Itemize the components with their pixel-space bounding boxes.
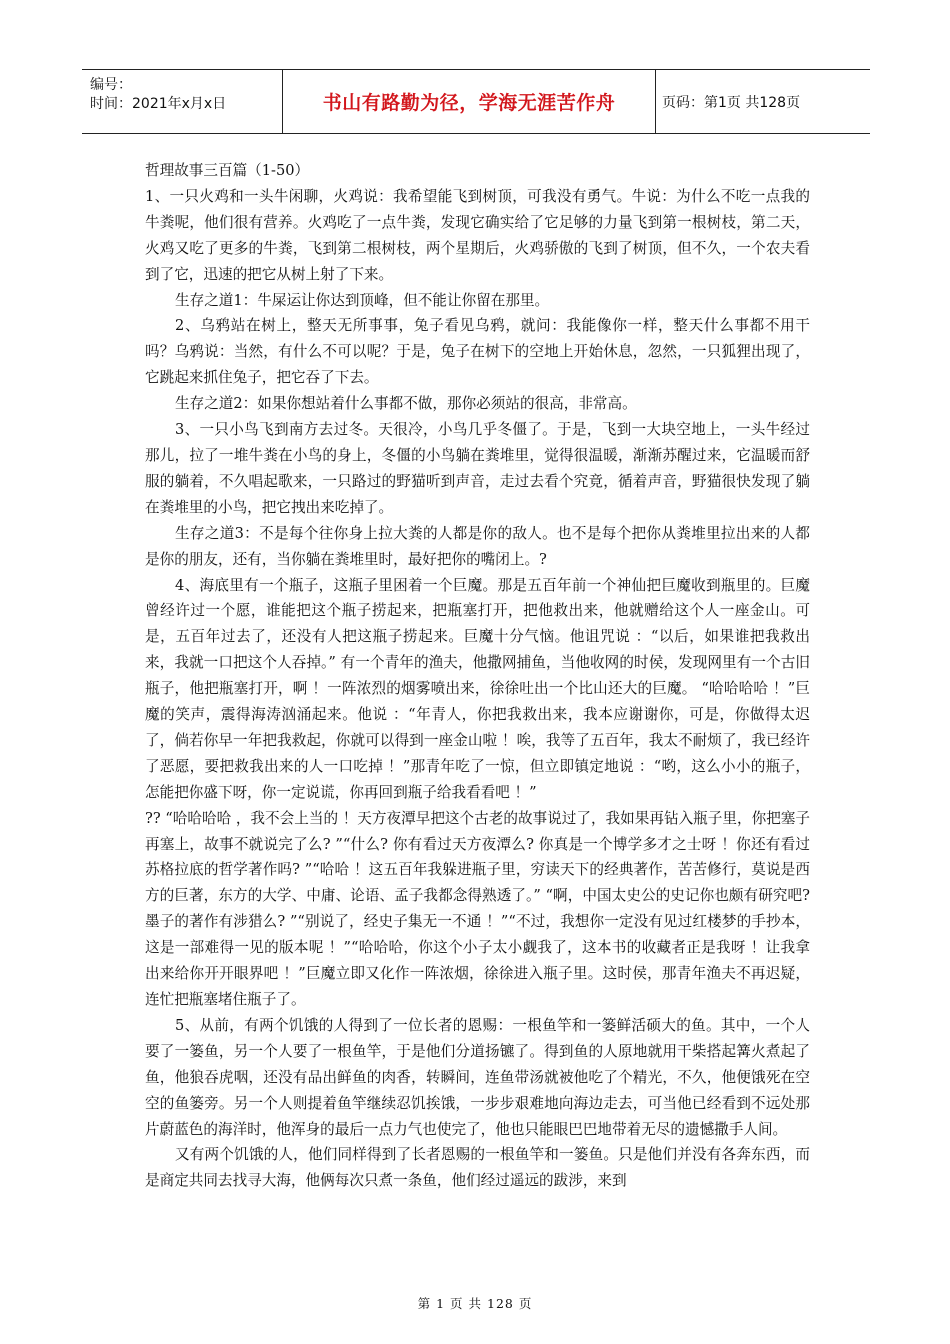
page-info: 页码：第1页 共128页 <box>662 94 801 111</box>
document-body <box>145 158 810 1194</box>
paragraph: 2、乌鸦站在树上，整天无所事事，兔子看见乌鸦，就问：我能像你一样，整天什么事都不用干吗？乌鸦说：当然，有什么不可以呢？于是，兔子在树下的空地上开始休息，忽然，一只狐狸出现了，它跳起来抓住兔子，把它吞了下去。 <box>145 317 810 387</box>
paragraph: 4、海底里有一个瓶子，这瓶子里困着一个巨魔。那是五百年前一个神仙把巨魔收到瓶里的。巨魔曾经许过一个愿，谁能把这个瓶子捞起来，把瓶塞打开，把他救出来，他就赠给这个人一座金山。可是，五百年过去了，还没有人把这瓶子捞起来。巨魔十分气恼。他诅咒说 ：“以后，如果谁把我救出来，我就一口把这个人吞掉。” 有一个青年的渔夫，他撒网捕鱼，当他收网的时侯，发现网里有一个古旧瓶子，他把瓶塞打开，啊 ！一阵浓烈的烟雾喷出来，徐徐吐出一个比山还大的巨魔。 “哈哈哈哈 ！”巨魔的笑声，震得海涛汹涌起来。他说 ：“年青人，你把我救出来，我本应谢谢你，可是，你做得太迟了，倘若你早一年把我救起，你就可以得到一座金山啦 ！唉，我等了五百年，我太不耐烦了，我已经许了恶愿，要把救我出来的人一口吃掉 ！”那青年吃了一惊，但立即镇定地说 ：“哟，这么小小的瓶子，怎能把你盛下呀，你一定说谎，你再回到瓶子给我看看吧 ！” <box>145 576 810 801</box>
paragraph: 3、一只小鸟飞到南方去过冬。天很冷，小鸟几乎冬僵了。于是，飞到一大块空地上，一头牛经过那儿，拉了一堆牛粪在小鸟的身上，冬僵的小鸟躺在粪堆里，觉得很温暖，渐渐苏醒过来，它温暖而舒服的躺着，不久唱起歌来，一只路过的野猫听到声音，走过去看个究竟，循着声音，野猫很快发现了躺在粪堆里的小鸟，把它拽出来吃掉了。 <box>145 421 810 516</box>
header-meta <box>82 70 282 133</box>
header-motto-cell <box>282 70 656 133</box>
paragraph: 又有两个饥饿的人，他们同样得到了长者恩赐的一根鱼竿和一篓鱼。只是他们并没有各奔东西，而是商定共同去找寻大海，他俩每次只煮一条鱼，他们经过遥远的跋涉，来到 <box>145 1146 810 1190</box>
paragraph: ?? “哈哈哈哈 ，我不会上当的 ！天方夜潭早把这个古老的故事说过了，我如果再钻入瓶子里，你把塞子再塞上，故事不就说完了么? ”“什么? 你有看过天方夜潭么? 你真是一个博学多才之士呀 ！你还有看过苏格拉底的哲学著作吗? ”“哈哈 ！这五百年我躲进瓶子里，穷读天下的经典著作，苦苦修行，莫说是西方的巨著，东方的大学、中庸、论语、孟子我都念得熟透了。” “啊，中国太史公的史记你也颇有研究吧? 墨子的著作有涉猎么? ”“别说了，经史子集无一不通 ！”“不过，我想你一定没有见过红楼梦的手抄本，这是一部难得一见的版本呢 ！”“哈哈哈，你这个小子太小觑我了，这本书的收藏者正是我呀 ！让我拿出来给你开开眼界吧 ！”巨魔立即又化作一阵浓烟，徐徐进入瓶子里。这时侯，那青年渔夫不再迟疑，连忙把瓶塞堵住瓶子了。 <box>145 809 810 1008</box>
paragraph: 生存之道2：如果你想站着什么事都不做，那你必须站的很高，非常高。 <box>175 395 637 413</box>
document-title: 哲理故事三百篇（1-50） <box>145 162 310 179</box>
page-footer: 第 1 页 共 128 页 <box>417 1296 533 1311</box>
paragraph: 1、一只火鸡和一头牛闲聊，火鸡说：我希望能飞到树顶，可我没有勇气。牛说：为什么不吃一点我的牛粪呢，他们很有营养。火鸡吃了一点牛粪，发现它确实给了它足够的力量飞到第一根树枝，第二天，火鸡又吃了更多的牛粪，飞到第二根树枝，两个星期后，火鸡骄傲的飞到了树顶，但不久，一个农夫看到了它，迅速的把它从树上射了下来。 <box>145 187 810 283</box>
paragraph: 生存之道3：不是每个往你身上拉大粪的人都是你的敌人。也不是每个把你从粪堆里拉出来的人都是你的朋友，还有，当你躺在粪堆里时，最好把你的嘴闭上。? <box>145 524 810 568</box>
header-page-cell <box>656 70 870 133</box>
date-label: 时间：2021年x月x日 <box>90 96 227 112</box>
motto-text: 书山有路勤为径，学海无涯苦作舟 <box>322 92 616 114</box>
number-label: 编号： <box>90 77 132 93</box>
paragraph: 生存之道1：牛屎运让你达到顶峰，但不能让你留在那里。 <box>175 291 550 309</box>
page-header <box>82 69 870 134</box>
paragraph: 5、从前，有两个饥饿的人得到了一位长者的恩赐：一根鱼竿和一篓鲜活硕大的鱼。其中，一个人要了一篓鱼，另一个人要了一根鱼竿，于是他们分道扬镳了。得到鱼的人原地就用干柴搭起篝火煮起了鱼，他狼吞虎咽，还没有品出鲜鱼的肉香，转瞬间，连鱼带汤就被他吃了个精光，不久，他便饿死在空空的鱼篓旁。另一个人则提着鱼竿继续忍饥挨饿，一步步艰难地向海边走去，可当他已经看到不远处那片蔚蓝色的海洋时，他浑身的最后一点力气也使完了，他也只能眼巴巴地带着无尽的遗憾撒手人间。 <box>145 1016 810 1138</box>
